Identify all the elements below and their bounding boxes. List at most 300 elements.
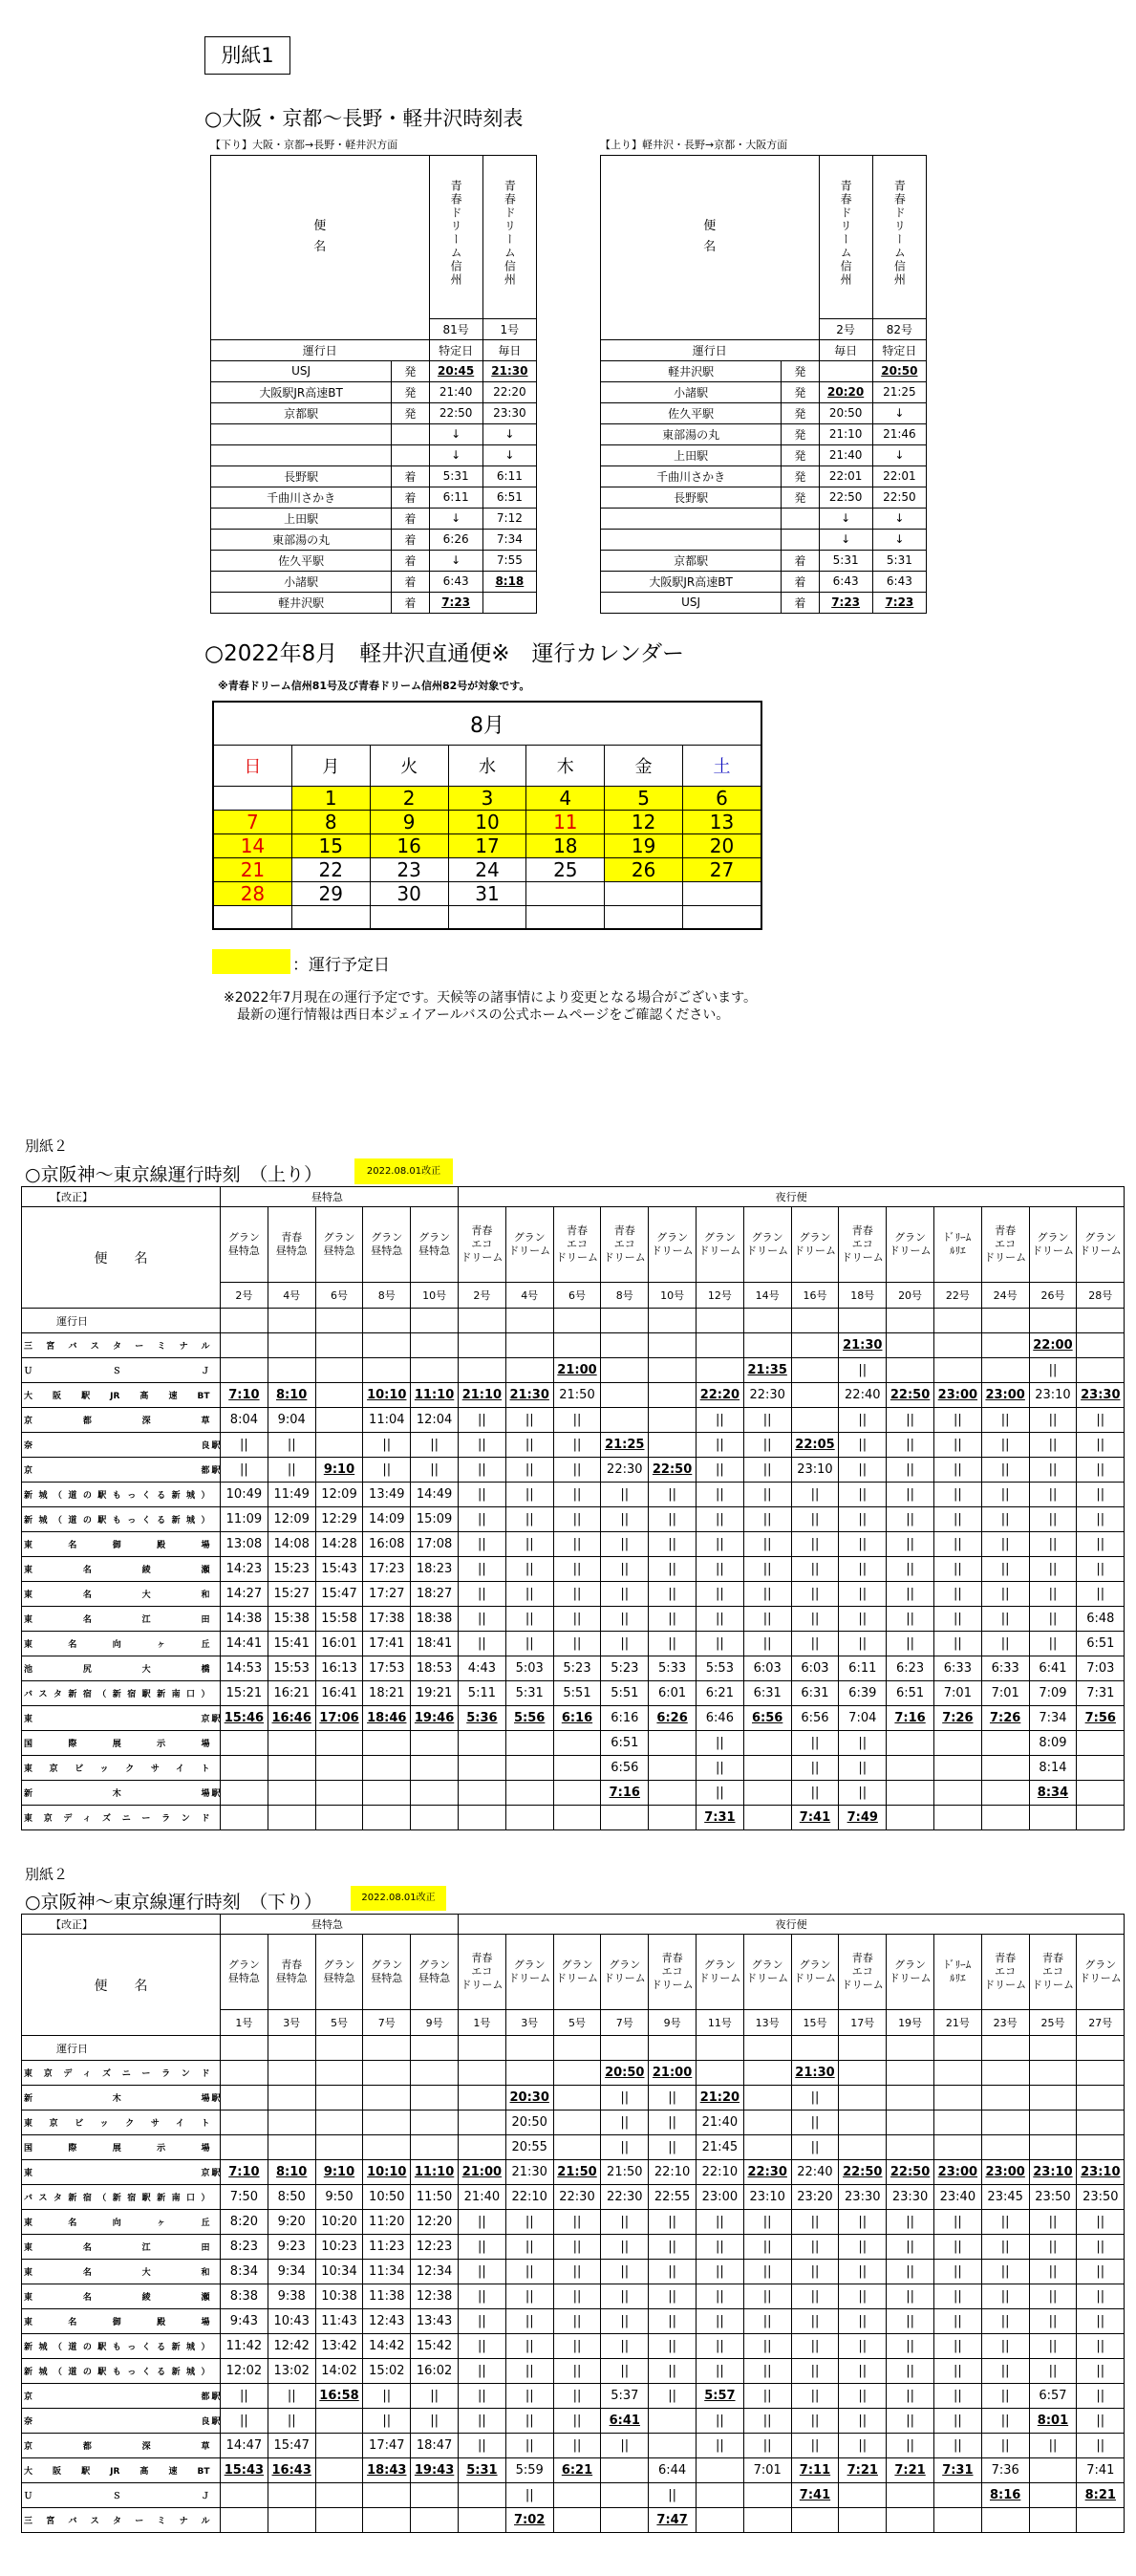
time-cell: ↓: [429, 423, 482, 444]
time-cell: ||: [459, 1632, 506, 1656]
service-name: グラン ドリーム: [887, 1207, 934, 1283]
table-row: [211, 444, 537, 465]
time-cell: ||: [839, 1408, 887, 1433]
time-cell: 20:45: [429, 360, 482, 381]
time-cell: 11:10: [411, 1383, 459, 1408]
time-cell: [363, 1333, 411, 1358]
week-row: [213, 834, 761, 858]
time-cell: ||: [601, 2210, 649, 2235]
time-cell: ||: [601, 1507, 649, 1532]
time-cell: [1029, 2111, 1077, 2135]
time-cell: [1077, 1333, 1125, 1358]
time-cell: ||: [933, 1408, 981, 1433]
time-cell: 23:20: [791, 2185, 839, 2210]
time-cell: ||: [933, 2210, 981, 2235]
time-cell: 14:08: [268, 1532, 315, 1557]
time-cell: [887, 2483, 934, 2508]
time-cell: [411, 2483, 459, 2508]
arr-dep: 発: [782, 465, 819, 487]
time-cell: [1029, 2061, 1077, 2086]
time-cell: ||: [839, 1607, 887, 1632]
time-cell: 8:50: [268, 2185, 315, 2210]
service-name: グラン ドリーム: [1029, 1207, 1077, 1283]
days-label: 運行日: [601, 339, 820, 360]
time-cell: ↓: [482, 423, 536, 444]
time-cell: [363, 1731, 411, 1756]
service-name: グラン ドリーム: [1077, 1935, 1125, 2010]
time-cell: 21:25: [601, 1433, 649, 1458]
time-cell: 22:20: [696, 1383, 743, 1408]
time-cell: ||: [696, 1557, 743, 1582]
arr-dep: 着: [782, 592, 819, 613]
time-cell: 23:50: [1077, 2185, 1125, 2210]
time-cell: 10:38: [315, 2284, 363, 2309]
time-cell: ||: [696, 1607, 743, 1632]
time-cell: ||: [887, 1557, 934, 1582]
time-cell: [601, 2508, 649, 2533]
time-cell: [505, 1333, 553, 1358]
time-cell: [601, 1806, 649, 1830]
days-cell: [981, 2036, 1029, 2061]
time-cell: 18:38: [411, 1607, 459, 1632]
table-row: [22, 1607, 1125, 1632]
time-cell: [459, 1756, 506, 1781]
station-kind: [212, 1756, 221, 1781]
time-cell: ||: [743, 1557, 791, 1582]
station-kind: [212, 2260, 221, 2284]
time-cell: ||: [743, 1458, 791, 1483]
time-cell: 7:04: [839, 1706, 887, 1731]
time-cell: ||: [553, 2235, 601, 2260]
time-cell: 6:41: [1029, 1656, 1077, 1681]
time-cell: ||: [791, 2309, 839, 2334]
station-name: バスタ新宿（新宿駅新南口）: [22, 2185, 212, 2210]
time-cell: ||: [981, 2284, 1029, 2309]
station-kind: 駅: [212, 1458, 221, 1483]
time-cell: [743, 2483, 791, 2508]
time-cell: 19:43: [411, 2458, 459, 2483]
table-row: [601, 360, 927, 381]
time-cell: ||: [981, 1632, 1029, 1656]
number-row: [211, 318, 537, 339]
time-cell: ||: [1077, 2359, 1125, 2384]
table-row: [22, 1656, 1125, 1681]
time-cell: 11:10: [411, 2160, 459, 2185]
time-cell: ||: [887, 1507, 934, 1532]
time-cell: 7:26: [981, 1706, 1029, 1731]
time-cell: ||: [553, 2434, 601, 2458]
month-row: [213, 702, 761, 746]
time-cell: 6:16: [553, 1706, 601, 1731]
table-row: [211, 423, 537, 444]
station-name: 東名綾瀬: [22, 1557, 212, 1582]
calendar-day: 1: [291, 787, 370, 811]
time-cell: 15:43: [315, 1557, 363, 1582]
time-cell: ||: [459, 2434, 506, 2458]
time-cell: 17:27: [363, 1582, 411, 1607]
station-name: 佐久平駅: [211, 550, 392, 571]
down-timetable-large: [21, 1914, 1125, 2533]
time-cell: ||: [1029, 2284, 1077, 2309]
time-cell: 21:40: [696, 2111, 743, 2135]
days-cell: [315, 2036, 363, 2061]
service-name: 青春 エコ ドリーム: [981, 1935, 1029, 2010]
time-cell: ||: [933, 1507, 981, 1532]
time-cell: [411, 2508, 459, 2533]
weekday-label: 月: [291, 746, 370, 787]
time-cell: ||: [505, 2309, 553, 2334]
time-cell: ||: [696, 2434, 743, 2458]
time-cell: [553, 1806, 601, 1830]
service-name: グラン ドリーム: [887, 1935, 934, 2010]
time-cell: [649, 2409, 697, 2434]
time-cell: 23:10: [1077, 2160, 1125, 2185]
time-cell: [363, 1806, 411, 1830]
time-cell: ||: [887, 2260, 934, 2284]
service-number: 6号: [553, 1283, 601, 1309]
operation-calendar: [212, 701, 762, 930]
time-cell: ||: [981, 2359, 1029, 2384]
time-cell: ||: [887, 1483, 934, 1507]
time-cell: [981, 1358, 1029, 1383]
time-cell: 13:42: [315, 2334, 363, 2359]
station-kind: [212, 1656, 221, 1681]
time-cell: ↓: [872, 402, 926, 423]
time-cell: 10:43: [268, 2309, 315, 2334]
station-name: 東名綾瀬: [22, 2284, 212, 2309]
time-cell: 6:31: [791, 1681, 839, 1706]
time-cell: ||: [221, 1433, 268, 1458]
time-cell: ||: [743, 2409, 791, 2434]
time-cell: [981, 1756, 1029, 1781]
time-cell: ||: [981, 2309, 1029, 2334]
service-days: 特定日: [429, 339, 482, 360]
calendar-day: [448, 906, 526, 930]
station-name: 大阪駅JR高速BT: [22, 1383, 212, 1408]
time-cell: [887, 2111, 934, 2135]
time-cell: ||: [887, 2409, 934, 2434]
time-cell: 8:01: [1029, 2409, 1077, 2434]
time-cell: ||: [696, 2334, 743, 2359]
arr-dep: 発: [782, 402, 819, 423]
station-name: 大阪駅JR高速BT: [22, 2458, 212, 2483]
time-cell: ||: [1029, 1532, 1077, 1557]
time-cell: ||: [743, 2260, 791, 2284]
time-cell: [981, 1806, 1029, 1830]
time-cell: 16:01: [315, 1632, 363, 1656]
days-cell: [553, 2036, 601, 2061]
days-cell: [601, 2036, 649, 2061]
time-cell: ||: [887, 1582, 934, 1607]
days-cell: [791, 2036, 839, 2061]
time-cell: 18:43: [363, 2458, 411, 2483]
time-cell: 6:57: [1029, 2384, 1077, 2409]
time-cell: ||: [459, 1483, 506, 1507]
time-cell: [933, 1358, 981, 1383]
calendar-day: 5: [605, 787, 683, 811]
station-name: 千曲川さかき: [211, 487, 392, 508]
station-kind: [212, 1383, 221, 1408]
time-cell: ||: [459, 2235, 506, 2260]
station-name: 東名大和: [22, 2260, 212, 2284]
time-cell: 10:23: [315, 2235, 363, 2260]
table-row: [22, 2061, 1125, 2086]
time-cell: [459, 1806, 506, 1830]
time-cell: [459, 1781, 506, 1806]
station-name: 東名御殿場: [22, 2309, 212, 2334]
time-cell: 6:51: [482, 487, 536, 508]
station-kind: 駅: [212, 1433, 221, 1458]
time-cell: 7:23: [819, 592, 872, 613]
time-cell: 22:50: [429, 402, 482, 423]
time-cell: ||: [743, 2309, 791, 2334]
arr-dep: 発: [392, 381, 429, 402]
service-name: ﾄﾞﾘｰﾑ ﾙﾘｴ: [933, 1207, 981, 1283]
time-cell: ||: [505, 2483, 553, 2508]
time-cell: 21:30: [839, 1333, 887, 1358]
time-cell: ||: [553, 2210, 601, 2235]
time-cell: ||: [505, 2260, 553, 2284]
time-cell: 6:26: [429, 529, 482, 550]
time-cell: 6:11: [482, 465, 536, 487]
service-name: [819, 156, 872, 319]
time-cell: ||: [268, 1433, 315, 1458]
time-cell: ||: [505, 1507, 553, 1532]
time-cell: ||: [601, 2111, 649, 2135]
time-cell: ||: [601, 2235, 649, 2260]
time-cell: ||: [887, 1408, 934, 1433]
time-cell: ||: [791, 1781, 839, 1806]
station-kind: [212, 2483, 221, 2508]
days-row: [601, 339, 927, 360]
time-cell: 17:06: [315, 1706, 363, 1731]
time-cell: ||: [887, 1458, 934, 1483]
time-cell: [1077, 2061, 1125, 2086]
time-cell: ||: [601, 2135, 649, 2160]
time-cell: [933, 2483, 981, 2508]
calendar-day: 20: [683, 834, 761, 858]
time-cell: [1077, 1806, 1125, 1830]
time-cell: [411, 1333, 459, 1358]
time-cell: [649, 1731, 697, 1756]
service-number: 8号: [601, 1283, 649, 1309]
time-cell: 21:30: [791, 2061, 839, 2086]
service-number: 22号: [933, 1283, 981, 1309]
bin-label: 便 名: [601, 156, 820, 319]
time-cell: ↓: [429, 550, 482, 571]
time-cell: 6:43: [819, 571, 872, 592]
calendar-day: 16: [370, 834, 448, 858]
service-name: グラン ドリーム: [696, 1207, 743, 1283]
time-cell: ||: [933, 2359, 981, 2384]
calendar-day: 18: [526, 834, 605, 858]
days-label: 運行日: [211, 339, 430, 360]
time-cell: 6:01: [649, 1681, 697, 1706]
time-cell: 19:21: [411, 1681, 459, 1706]
time-cell: ||: [1077, 2334, 1125, 2359]
time-cell: 14:28: [315, 1532, 363, 1557]
time-cell: 15:38: [268, 1607, 315, 1632]
service-number: 21号: [933, 2010, 981, 2036]
annex2_up-table: [21, 1186, 1125, 1830]
station-name: 東名向ヶ丘: [22, 2210, 212, 2235]
time-cell: [221, 2111, 268, 2135]
time-cell: [411, 2061, 459, 2086]
time-cell: ||: [505, 2434, 553, 2458]
time-cell: 7:34: [1029, 1706, 1077, 1731]
time-cell: 7:11: [791, 2458, 839, 2483]
time-cell: 18:21: [363, 1681, 411, 1706]
station-kind: [212, 2061, 221, 2086]
arr-dep: [782, 508, 819, 529]
calendar-day: 21: [213, 858, 291, 882]
time-cell: ||: [887, 2309, 934, 2334]
calendar-day: 26: [605, 858, 683, 882]
time-cell: ||: [221, 2384, 268, 2409]
service-name: グラン 昼特急: [315, 1207, 363, 1283]
time-cell: [743, 2061, 791, 2086]
time-cell: 18:41: [411, 1632, 459, 1656]
time-cell: [221, 1806, 268, 1830]
days-cell: [791, 1309, 839, 1333]
station-kind: 駅: [212, 1706, 221, 1731]
time-cell: 23:30: [482, 402, 536, 423]
time-cell: 19:46: [411, 1706, 459, 1731]
time-cell: ||: [505, 1483, 553, 1507]
table-row: [22, 2235, 1125, 2260]
time-cell: [315, 1433, 363, 1458]
time-cell: [696, 2508, 743, 2533]
table-row: [22, 2409, 1125, 2434]
bin-label: 便 名: [22, 1935, 221, 2036]
time-cell: ||: [1029, 2359, 1077, 2384]
time-cell: [411, 1358, 459, 1383]
time-cell: ||: [505, 2359, 553, 2384]
calendar-day: 24: [448, 858, 526, 882]
service-number: 1号: [459, 2010, 506, 2036]
time-cell: 5:31: [819, 550, 872, 571]
station-name: 京都: [22, 1458, 212, 1483]
time-cell: [268, 1731, 315, 1756]
time-cell: [649, 1433, 697, 1458]
time-cell: ||: [933, 1433, 981, 1458]
station-kind: 駅: [212, 1781, 221, 1806]
time-cell: 15:47: [268, 2434, 315, 2458]
time-cell: ||: [743, 1408, 791, 1433]
days-cell: [411, 2036, 459, 2061]
table-row: [601, 592, 927, 613]
time-cell: ||: [839, 1532, 887, 1557]
time-cell: 5:23: [553, 1656, 601, 1681]
time-cell: ||: [933, 2235, 981, 2260]
calendar-day: 19: [605, 834, 683, 858]
service-name: [429, 156, 482, 319]
time-cell: ||: [933, 2309, 981, 2334]
time-cell: 20:50: [872, 360, 926, 381]
time-cell: ||: [505, 2409, 553, 2434]
time-cell: 5:51: [553, 1681, 601, 1706]
time-cell: 21:45: [696, 2135, 743, 2160]
time-cell: ||: [601, 2334, 649, 2359]
time-cell: [839, 2508, 887, 2533]
time-cell: 23:10: [743, 2185, 791, 2210]
time-cell: 6:33: [981, 1656, 1029, 1681]
time-cell: ||: [649, 1507, 697, 1532]
time-cell: ↓: [872, 529, 926, 550]
time-cell: 15:23: [268, 1557, 315, 1582]
time-cell: 6:51: [601, 1731, 649, 1756]
station-kind: [212, 2111, 221, 2135]
station-name: 東京: [22, 2160, 212, 2185]
service-number: 28号: [1077, 1283, 1125, 1309]
time-cell: ||: [553, 2284, 601, 2309]
station-name: バスタ新宿（新宿駅新南口）: [22, 1681, 212, 1706]
time-cell: 22:30: [743, 2160, 791, 2185]
time-cell: [933, 2508, 981, 2533]
station-name: 新城（道の駅もっくる新城）: [22, 1507, 212, 1532]
time-cell: [601, 1383, 649, 1408]
station-kind: [212, 1358, 221, 1383]
time-cell: ||: [981, 2409, 1029, 2434]
time-cell: 15:27: [268, 1582, 315, 1607]
time-cell: ||: [1029, 1433, 1077, 1458]
time-cell: [553, 1731, 601, 1756]
revised-label: 【改正】: [22, 1915, 221, 1935]
time-cell: ↓: [482, 444, 536, 465]
time-cell: ||: [553, 2384, 601, 2409]
time-cell: [505, 1806, 553, 1830]
time-cell: ||: [791, 2260, 839, 2284]
time-cell: [743, 1756, 791, 1781]
arr-dep: 着: [392, 465, 429, 487]
time-cell: 6:03: [743, 1656, 791, 1681]
time-cell: [649, 1383, 697, 1408]
weekday-label: 木: [526, 746, 605, 787]
time-cell: ||: [981, 1408, 1029, 1433]
arr-dep: 発: [782, 444, 819, 465]
calendar-day: [370, 906, 448, 930]
calendar-day: [213, 787, 291, 811]
days-cell: [696, 1309, 743, 1333]
time-cell: 12:20: [411, 2210, 459, 2235]
time-cell: 16:43: [268, 2458, 315, 2483]
table-row: [22, 2135, 1125, 2160]
time-cell: ||: [839, 1756, 887, 1781]
time-cell: [1077, 1731, 1125, 1756]
time-cell: ||: [933, 2260, 981, 2284]
time-cell: 8:14: [1029, 1756, 1077, 1781]
time-cell: ||: [981, 2235, 1029, 2260]
time-cell: ||: [505, 1532, 553, 1557]
time-cell: 6:51: [887, 1681, 934, 1706]
time-cell: [649, 1756, 697, 1781]
time-cell: 23:45: [981, 2185, 1029, 2210]
time-cell: [221, 1731, 268, 1756]
time-cell: 6:39: [839, 1681, 887, 1706]
time-cell: 15:42: [411, 2334, 459, 2359]
service-name: グラン ドリーム: [791, 1935, 839, 2010]
time-cell: ||: [743, 2334, 791, 2359]
time-cell: [696, 2458, 743, 2483]
service-name: [482, 156, 536, 319]
service-name: ﾄﾞﾘｰﾑ ﾙﾘｴ: [933, 1935, 981, 2010]
station-name: 京都深草: [22, 1408, 212, 1433]
calendar-day: 31: [448, 882, 526, 906]
time-cell: 11:43: [315, 2309, 363, 2334]
time-cell: ||: [887, 1607, 934, 1632]
service-name: 青春 エコ ドリーム: [459, 1207, 506, 1283]
time-cell: [363, 2111, 411, 2135]
